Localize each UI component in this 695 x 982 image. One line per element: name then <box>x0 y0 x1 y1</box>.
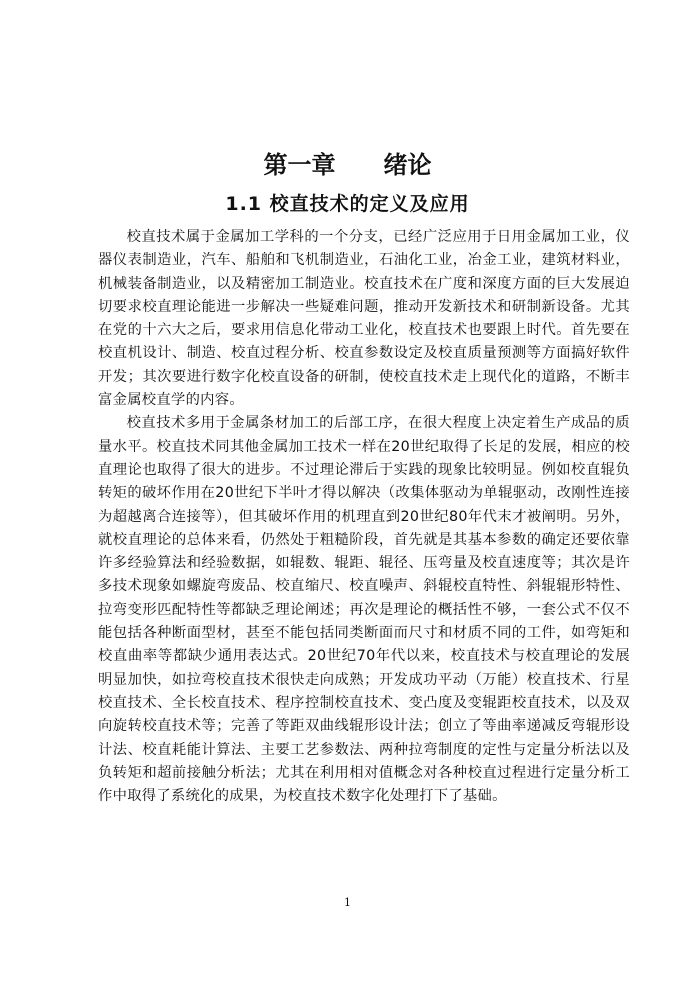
paragraph: 校直技术属于金属加工学科的一个分支，已经广泛应用于日用金属加工业，仪器仪表制造业，汽车、船舶和飞机制造业，石油化工业，冶金工业，建筑材料业，机械装备制造业，以及精密加工制造业。校直技术在广度和深度方面的巨大发展迫切要求校直理论能进一步解决一些疑难问题，推动开发新技术和研制新设备。尤其在党的十六大之后，要求用信息化带动工业化，校直技术也要跟上时代。首先要在校直机设计、制造、校直过程分析、校直参数设定及校直质量预测等方面搞好软件开发；其次要进行数字化校直设备的研制，使校直技术走上现代化的道路，不断丰富金属校直学的内容。 <box>98 229 630 409</box>
chapter-name: 绪论 <box>383 151 432 179</box>
chapter-title <box>0 148 695 182</box>
section-title: 1.1 校直技术的定义及应用 <box>225 193 470 215</box>
page-number: 1 <box>344 896 351 909</box>
chapter-number: 第一章 <box>263 151 336 179</box>
body-text <box>98 226 630 808</box>
paragraph: 校直技术多用于金属条材加工的后部工序，在很大程度上决定着生产成品的质量水平。校直技术同其他金属加工技术一样在20世纪取得了长足的发展，相应的校直理论也取得了很大的进步。不过理论滞后于实践的现象比较明显。例如校直辊负转矩的破坏作用在20世纪下半叶才得以解决（改集体驱动为单辊驱动，改刚性连接为超越离合连接等），但其破坏作用的机理直到20世纪80年代末才被阐明。另外，就校直理论的总体来看，仍然处于粗糙阶段，首先就是其基本参数的确定还要依靠许多经验算法和经验数据，如辊数、辊距、辊径、压弯量及校直速度等；其次是许多技术现象如螺旋弯废品、校直缩尺、校直噪声、斜辊校直特性、斜辊辊形特性、拉弯变形匹配特性等都缺乏理论阐述；再次是理论的概括性不够，一套公式不仅不能包括各种断面型材，甚至不能包括同类断面而尺寸和材质不同的工件，如弯矩和校直曲率等都缺少通用表达式。20世纪70年代以来，校直技术与校直理论的发展明显加快，如拉弯校直技术很快走向成熟；开发成功平动（万能）校直技术、行星校直技术、全长校直技术、程序控制校直技术、变凸度及变辊距校直技术，以及双向旋转校直技术等；完善了等距双曲线辊形设计法；创立了等曲率递减反弯辊形设计法、校直耗能计算法、主要工艺参数法、两种拉弯制度的定性与定量分析法以及负转矩和超前接触分析法；尤其在利用相对值概念对各种校直过程进行定量分析工作中取得了系统化的成果，为校直技术数字化处理打下了基础。 <box>98 415 630 805</box>
